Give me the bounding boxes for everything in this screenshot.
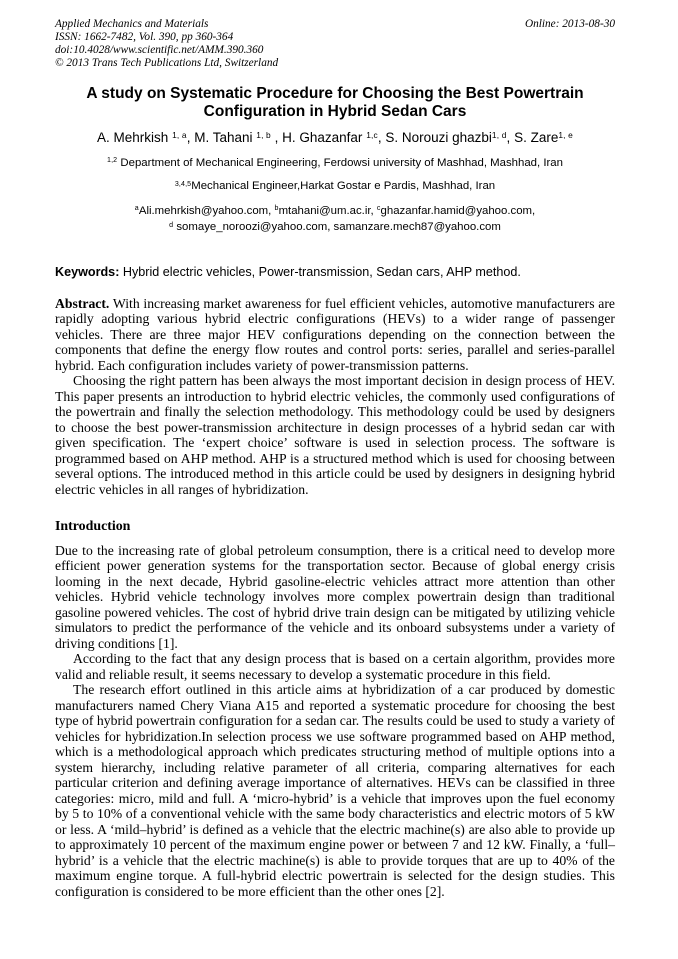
authors-line: [55, 129, 615, 148]
keywords-line: [55, 265, 615, 280]
author-separator: ,: [186, 129, 195, 145]
affiliation-2: [55, 180, 615, 195]
email-address: somaye_noroozi@yahoo.com, samanzare.mech87@yahoo.com: [173, 221, 501, 234]
author-separator: ,: [506, 129, 515, 145]
author-name: S. Zare: [514, 129, 559, 145]
email-address: ghazanfar.hamid@yahoo.com,: [380, 204, 536, 217]
keywords-label: Keywords:: [55, 264, 120, 279]
email-address: mtahani@um.ac.ir,: [278, 204, 377, 217]
author-superscript: 1, b: [256, 129, 271, 140]
author-superscript: 1,c: [366, 129, 378, 140]
paper-title: A study on Systematic Procedure for Choosing the Best Powertrain Configuration in Hybrid Sedan Cars: [86, 84, 584, 121]
author-name: S. Norouzi ghazbi: [385, 129, 492, 145]
abstract-text: With increasing market awareness for fuel efficient vehicles, automotive manufacturers are rapidly adopting various hybrid electric configurations (HEVs) to a wider range of passenger vehicles. There are three major HEV configurations depending on the connection between the components that define the energy flow routes and control ports: series, parallel and series-parallel hybrid. Each configuration includes variety of power-transmission patterns.: [55, 295, 615, 373]
email-superscript: d: [169, 221, 174, 229]
author-name: M. Tahani: [194, 129, 257, 145]
email-superscript: a: [134, 205, 139, 213]
abstract-label: Abstract.: [55, 295, 110, 311]
email-superscript: b: [274, 205, 279, 213]
journal-copyright: © 2013 Trans Tech Publications Ltd, Switzerland: [55, 56, 279, 69]
emails-line-1: [55, 204, 615, 221]
introduction-paragraph-3: The research effort outlined in this article aims at hybridization of a car produced by domestic manufacturers named Chery Viana A15 and reported a systematic procedure for choosing the best type of hybrid powertrain configuration for a sedan car. The results could be used to study a variety of vehicles for hybridization.In selection process we use software programmed based on AHP method, which is a methodological approach which predicates structuring method of multiple options into a system hierarchy, including relative parameter of all criteria, comparing alternatives for each particular criterion and defining average importance of alternatives. HEVs can be classified in three categories: micro, mild and full. A ‘micro-hybrid’ is a vehicle that improves upon the fuel economy by 5 to 10% of a conventional vehicle with the same body characteristics and electric motors of 5 kW or less. A ‘mild–hybrid’ is defined as a vehicle that the electric machine(s) are also able to provide up to approximately 10 percent of the maximum engine power or between 7 and 12 kW. Finally, a ‘full–hybrid’ is a vehicle that the electric machine(s) is able to provide torques that are up to 40% of the maximum engine torque. A full-hybrid electric powertrain is selected for the design studies. This configuration is considered to be more efficient than the other ones [2].: [55, 682, 615, 899]
journal-name: Applied Mechanics and Materials: [55, 18, 209, 30]
introduction-heading: Introduction: [55, 519, 131, 535]
email-address: Ali.mehrkish@yahoo.com,: [138, 204, 275, 217]
introduction-paragraph-2: According to the fact that any design process that is based on a certain algorithm, provides more valid and reliable result, it seems necessary to develop a systematic procedure in this field.: [55, 651, 615, 682]
author: [514, 130, 573, 145]
author: [97, 130, 194, 145]
journal-doi: doi:10.4028/www.scientific.net/AMM.390.360: [55, 43, 264, 56]
online-date: Online: 2013-08-30: [524, 18, 615, 30]
author: [282, 130, 385, 145]
abstract-paragraph-1: [55, 296, 615, 374]
emails-line-2: [55, 220, 615, 237]
author: [194, 130, 282, 145]
affiliation-text: Department of Mechanical Engineering, Ferdowsi university of Mashhad, Mashhad, Iran: [117, 156, 563, 169]
author-separator: ,: [270, 129, 283, 145]
introduction-paragraph-1: Due to the increasing rate of global petroleum consumption, there is a critical need to develop more efficient power generation systems for the transportation sector. Because of global energy crisis looming in the next decade, Hybrid gasoline-electric vehicles attract more attention than other vehicles. Hybrid vehicle technology involves more complex powertrain design than traditional gasoline powered vehicles. The cost of hybrid drive train design can be mitigated by utilizing vehicle simulators to predict the performance of the vehicle and its onboard subsystems under a variety of driving conditions [1].: [55, 542, 615, 651]
author-superscript: 1, a: [172, 129, 187, 140]
author-name: H. Ghazanfar: [282, 129, 367, 145]
abstract-section: [55, 296, 615, 498]
journal-header-left: [55, 18, 278, 70]
author: [385, 130, 514, 145]
keywords-text: Hybrid electric vehicles, Power-transmission, Sedan cars, AHP method.: [119, 264, 521, 279]
affiliation-text: Mechanical Engineer,Harkat Gostar e Pardis, Mashhad, Iran: [191, 180, 496, 193]
abstract-paragraph-2: Choosing the right pattern has been always the most important decision in design process of HEV. This paper presents an introduction to hybrid electric vehicles, the commonly used configurations of the powertrain and finally the selection methodology. This methodology could be used by designers to choose the best power-transmission architecture in design processes of a hybrid sedan car with given specification. The ‘expert choice’ software is used in selection process. The software is programmed based on AHP method. AHP is a structured method which is used for choosing between several options. The introduced method in this article could be used by designers in designing hybrid electric vehicles in all ranges of hybridization.: [55, 373, 615, 497]
journal-issn: ISSN: 1662-7482, Vol. 390, pp 360-364: [55, 30, 234, 43]
affiliation-1: [55, 157, 615, 172]
author-separator: ,: [377, 129, 386, 145]
journal-header: [55, 18, 615, 70]
affiliation-superscript: 1,2: [107, 157, 118, 165]
author-superscript: 1, d: [491, 129, 507, 140]
affiliation-superscript: 3,4,5: [174, 180, 192, 188]
paper-body: [55, 296, 615, 900]
author-name: A. Mehrkish: [97, 129, 173, 145]
email-superscript: c: [376, 205, 381, 213]
author-superscript: 1, e: [558, 129, 573, 140]
